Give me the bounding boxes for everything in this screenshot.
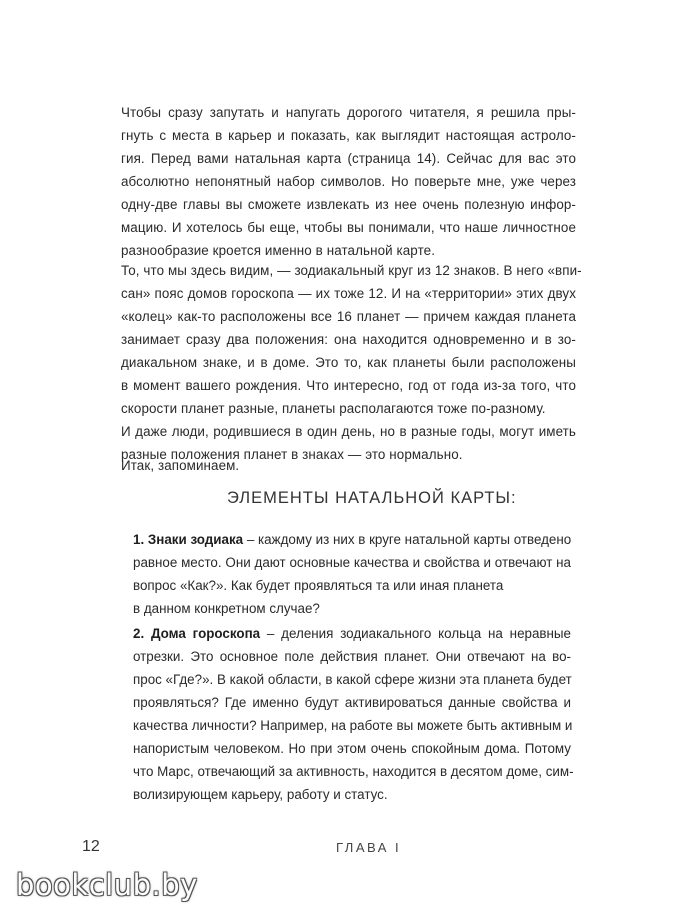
watermark-logo: bookclub.by	[16, 868, 198, 902]
text-line: абсолютно непонятный набор символов. Но поверьте мне, уже через	[121, 174, 576, 189]
list-item-term: 2. Дома гороскопа	[133, 626, 261, 641]
text-line: качества личности? Например, на работе вы можете быть активным и	[133, 718, 573, 733]
text-line: напористым человеком. Но при этом очень спокойным дома. Потому	[133, 741, 571, 756]
list-item-zodiac-signs	[133, 528, 571, 620]
text-line: в момент вашего рождения. Что интересно, год от года из-за того, что	[121, 378, 576, 393]
text-line: проявляться? Где именно будут активироваться данные свойства и	[133, 695, 571, 710]
list-item-houses	[133, 622, 574, 806]
text-line: равное место. Они дают основные качества и свойства и отвечают на	[133, 555, 571, 570]
text-line: скорости планет разные, планеты располагаются тоже по-разному.	[121, 401, 546, 416]
text-line: Чтобы сразу запутать и напугать дорогого читателя, я решила пры-	[121, 105, 576, 120]
list-item-text: – каждому из них в круге натальной карты отведено	[243, 532, 572, 547]
text-line: прос «Где?». В какой области, в какой сфере жизни эта планета будет	[133, 672, 572, 687]
text-line: гнуть с места в карьер и показать, как выглядит настоящая астроло-	[121, 128, 576, 143]
text-line: в данном конкретном случае?	[133, 601, 320, 616]
text-line: занимает сразу два положения: она находится одновременно и в зо-	[121, 332, 576, 347]
text-line: «колец» как-то расположены все 16 планет — причем каждая планета	[121, 309, 576, 324]
text-line: разные положения планет в знаках — это нормально.	[121, 447, 463, 462]
text-line: То, что мы здесь видим, — зодиакальный круг из 12 знаков. В него «впи-	[121, 263, 582, 278]
section-heading: ЭЛЕМЕНТЫ НАТАЛЬНОЙ КАРТЫ:	[227, 489, 517, 507]
paragraph-intro	[121, 101, 576, 262]
text-line: сан» пояс домов гороскопа — их тоже 12. И на «территории» этих двух	[121, 286, 576, 301]
text-line: И даже люди, родившиеся в один день, но в разные годы, могут иметь	[121, 424, 576, 439]
text-line: волизирующем карьеру, работу и статус.	[133, 787, 388, 802]
text-line: отрезки. Это основное поле действия планет. Они отвечают на во-	[133, 649, 571, 664]
list-item-text: – деления зодиакального кольца на неравные	[260, 626, 571, 641]
text-line	[133, 622, 571, 645]
text-line: Итак, запоминаем.	[121, 458, 240, 473]
list-item-term: 1. Знаки зодиака	[133, 532, 244, 547]
paragraph-zodiac-circle	[121, 259, 582, 466]
text-line: что Марс, отвечающий за активность, находится в десятом доме, сим-	[133, 764, 574, 779]
text-line: гия. Перед вами натальная карта (страница 14). Сейчас для вас это	[121, 151, 576, 166]
page-number: 12	[82, 838, 100, 855]
text-line: разнообразие кроется именно в натальной карте.	[121, 243, 436, 258]
text-line: вопрос «Как?». Как будет проявляться та или иная планета	[133, 578, 504, 593]
running-footer-chapter: ГЛАВА I	[336, 840, 402, 855]
paragraph-remember	[121, 454, 576, 477]
text-line	[133, 528, 571, 551]
text-line: одну-две главы вы сможете извлекать из нее очень полезную инфор-	[121, 197, 576, 212]
text-line: диакальном знаке, и в доме. Это то, как планеты были расположены	[121, 355, 576, 370]
text-line: мацию. И хотелось бы еще, чтобы вы понимали, что наше личностное	[121, 220, 576, 235]
